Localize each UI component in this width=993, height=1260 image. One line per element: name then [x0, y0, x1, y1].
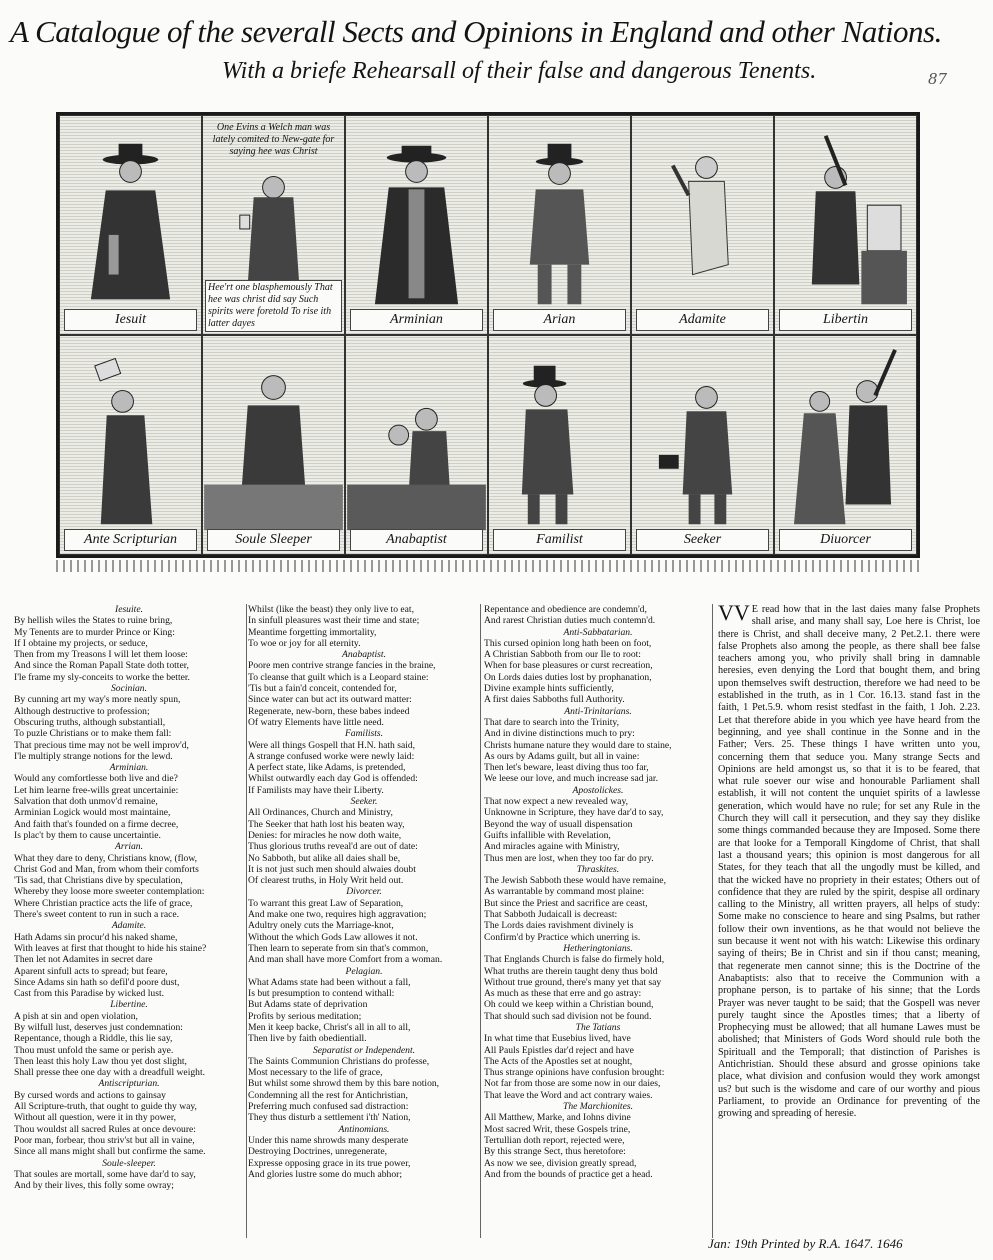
- verse-line: Is plac't by them to cause uncertaintie.: [14, 829, 161, 841]
- verse-line: Profits by serious meditation;: [248, 1010, 362, 1022]
- verse-line: To cleanse that guilt which is a Leopard staine:: [248, 671, 429, 683]
- verse-line: That dare to search into the Trinity,: [484, 716, 619, 728]
- verse-line: A pish at sin and open violation,: [14, 1010, 138, 1022]
- figure-bottom-caption: Hee'rt one blasphemously That hee was christ did say Such spirits were foretold To rise ith latter dayes: [205, 280, 342, 332]
- verse-line: Were all things Gospell that H.N. hath said,: [248, 739, 416, 751]
- verse-line: As now we see, division greatly spread,: [484, 1157, 637, 1169]
- verse-line: A perfect state, like Adams, is pretended,: [248, 762, 406, 774]
- verse-line: Under this name shrowds many desperate: [248, 1134, 409, 1146]
- figure-arian: [488, 115, 631, 335]
- verse-line: A strange confused worke were newly laid:: [248, 750, 415, 762]
- verse-line: If Familists may have their Liberty.: [248, 784, 384, 796]
- verse-line: Then learn to seperate from sin that's common,: [248, 942, 429, 954]
- verse-line: By this strange Sect, thus heretofore:: [484, 1146, 626, 1158]
- verse-line: Unknowne in Scripture, they have dar'd to say,: [484, 807, 664, 819]
- figure-label: Anabaptist: [350, 529, 483, 551]
- section-heading: Arminian.: [109, 762, 149, 774]
- verse-line: Oh could we keep within a Christian bound,: [484, 999, 654, 1011]
- section-heading: Anabaptist.: [342, 649, 386, 661]
- text-columns: [14, 604, 984, 1254]
- section-heading: The Marchionites.: [563, 1101, 633, 1113]
- section-heading: Hetheringtonians.: [563, 942, 633, 954]
- verse-line: Without the which Gods Law allowes it not.: [248, 931, 418, 943]
- verse-line: Would any comfortlesse both live and die?: [14, 773, 178, 785]
- section-heading: The Tatians: [575, 1021, 621, 1033]
- verse-line: What truths are therein taught deny thus bold: [484, 965, 658, 977]
- verse-line: Poor man, forbear, thou striv'st but all in vaine,: [14, 1134, 195, 1146]
- verse-line: As ours by Adams guilt, but all in vaine:: [484, 750, 640, 762]
- figure-iesuit-icon: [60, 116, 201, 334]
- verse-line: The Acts of the Apostles set at nought,: [484, 1055, 633, 1067]
- verse-line: Of watry Elements have little need.: [248, 716, 384, 728]
- verse-line: Without true ground, there's many yet that say: [484, 976, 662, 988]
- section-heading: Seeker.: [350, 796, 378, 808]
- verse-line: Shall presse thee one day with a dreadfull weight.: [14, 1067, 206, 1079]
- section-heading: Anti-Sabbatarian.: [563, 626, 633, 638]
- verse-line: Since Adams sin hath so defil'd poore dust,: [14, 976, 180, 988]
- verse-line: To warrant this great Law of Separation,: [248, 897, 404, 909]
- drop-cap: VV: [718, 604, 750, 625]
- figure-label: Arminian: [350, 309, 483, 331]
- figure-arian-icon: [489, 116, 630, 334]
- figure-diuorcer-icon: [775, 336, 916, 554]
- verse-line: Adultry onely cuts the Marriage-knot,: [248, 920, 394, 932]
- illustration-grid: [56, 112, 920, 558]
- verse-line: Where Christian practice acts the life of grace,: [14, 897, 193, 909]
- verse-line: And in divine distinctions much to pry:: [484, 728, 635, 740]
- verse-line: By cursed words and actions to gainsay: [14, 1089, 166, 1101]
- printer-imprint: Jan: 19th Printed by R.A. 1647. 1646: [708, 1236, 903, 1251]
- section-heading: Anti-Trinitarians.: [564, 705, 632, 717]
- verse-line: Salvation that doth unmov'd remaine,: [14, 796, 158, 808]
- verse-line: Not far from those are some now in our daies,: [484, 1078, 661, 1090]
- verse-line: There's sweet content to run in such a race.: [14, 909, 180, 921]
- figure-label: Soule Sleeper: [207, 529, 340, 551]
- verse-line: This cursed opinion long hath been on foot,: [484, 637, 652, 649]
- figure-seeker: [631, 335, 774, 555]
- verse-line: Beyond the way of usuall dispensation: [484, 818, 633, 830]
- figure-label: Diuorcer: [779, 529, 912, 551]
- verse-line: But Adams state of deprivation: [248, 999, 368, 1011]
- verse-line: And rarest Christian duties much contemn'd.: [484, 615, 656, 627]
- verse-column-1: [14, 604, 244, 1191]
- verse-line: Hath Adams sin procur'd his naked shame,: [14, 931, 178, 943]
- figure-adamite: [631, 115, 774, 335]
- verse-line: And from the bounds of practice get a head.: [484, 1168, 653, 1180]
- verse-line: In sinfull pleasures wast their time and state;: [248, 615, 420, 627]
- verse-line: Most necessary to the life of grace,: [248, 1067, 383, 1079]
- verse-line: And since the Roman Papall State doth totter,: [14, 660, 189, 672]
- verse-line: The Jewish Sabboth these would have remaine,: [484, 875, 666, 887]
- verse-line: Expresse opposing grace in its true power,: [248, 1157, 411, 1169]
- verse-line: That now expect a new revealed way,: [484, 796, 629, 808]
- verse-line: That Sabboth Judaicall is decreast:: [484, 909, 618, 921]
- verse-line: The Seeker that hath lost his beaten way,: [248, 818, 405, 830]
- section-heading: Arrian.: [115, 841, 143, 853]
- verse-line: They thus disturb a settlement i'th' Nation,: [248, 1112, 411, 1124]
- verse-line: A first daies Sabboths full Authority.: [484, 694, 625, 706]
- figure-anabaptist: [345, 335, 488, 555]
- verse-line: And miracles againe with Ministry,: [484, 841, 620, 853]
- figure-label: Arian: [493, 309, 626, 331]
- verse-line: Men it keep backe, Christ's all in all to all,: [248, 1021, 411, 1033]
- verse-line: Poore men contrive strange fancies in the braine,: [248, 660, 436, 672]
- verse-line: Then least this holy Law thou yet dost slight,: [14, 1055, 187, 1067]
- section-heading: Adamite.: [111, 920, 147, 932]
- section-heading: Apostolickes.: [572, 784, 624, 796]
- figure-libertin-icon: [775, 116, 916, 334]
- section-heading: Libertine.: [110, 999, 148, 1011]
- figure-adamite-icon: [632, 116, 773, 334]
- figure-label: Adamite: [636, 309, 769, 331]
- section-heading: Familists.: [344, 728, 384, 740]
- verse-line: Although destructive to profession;: [14, 705, 150, 717]
- page-subtitle: With a briefe Rehearsall of their false and dangerous Tenents.: [222, 58, 817, 84]
- figure-seeker-icon: [632, 336, 773, 554]
- verse-line: Destroying Doctrines, unregenerate,: [248, 1146, 388, 1158]
- verse-line: Thus strange opinions have confusion brought:: [484, 1067, 665, 1079]
- figure-soule-sleeper-icon: [203, 336, 344, 554]
- prose-text: E read how that in the last daies many false Prophets shall arise, and many shall say, Loe here is Christ, loe there is Christ, and shall deceive many, 2 Pet.2.1. there were false Prophets also among the people, as there shall bee false teachers among you, who privily shall bring in damnable heresies, even denying the Lord that bought them, and bring upon themselves swift destruction, therefore we had need to be established in the truth, as in 1 Cor. 16.13. stand fast in the faith, 1 Pet.5.9. whom resist stedfast in the faith, 1 Joh. 2.23. Let that therefore abide in you which yee have heard from the beginning, and yee shall continue in the Sonne and in the Father; Vers. 25. These things I have written unto you, concerning them that seduce you. Many strange Sects and Opinions are held amongst us, so that it is to be feared, that what rule soever our wise and honourable Parliament shall establish, it will not content the unquiet spirits of a lawlesse generation, which would have no rule; for set any Rule in the Church they will call it persecution, and they say they dislike some things commanded because they are Imposed. Some there are that looke for a Temporall Kingdome of Christ, that shall last a thousand years; this opinion is most dangerous for all States, for they teach that all the ungodly must be killed, and that the wicked have no propriety in their estates; Others out of confidence that they are ruled by the spirit, despise all ordinary calling to the Ministry, all written prayers, all helps of study: Some make no conscience to heare and sing Psalms, but rather follow their own inventions, as he that would not believe the sun because it went not with his watch: Likewise this ordinary saying of theirs; Be in Christ and sin if thou canst; meaning, that regenerate men cannot sinne; this is the Doctrine of the Anabaptists: also that to receive the Communion with a prophane person, is to partake of his sinne; that the Lords Prayer was never taught to be said; that the Gospell was never purely taught since the Apostles times; that a liberty of Prophecying must be allowed; that all humane Lawes must be abolished; that Ministers of Gods Word should rule both the Spirituall and the Temporall; that distinction of Parishes is Antichristian. Should these absurd and grosse opinions take place, what division and confusion would they work amongst us? but such is the wisdome and care of our worthy and pious Parliament, to provide an Ordinance for preventing of the growing and spreading of heresie.: [718, 604, 980, 1120]
- verse-line: Arminian Logick would most maintaine,: [14, 807, 171, 819]
- verse-line: Is but presumption to contend withall:: [248, 988, 395, 1000]
- verse-line: As warrantable by command most plaine:: [484, 886, 645, 898]
- verse-line: Meantime forgetting immortality,: [248, 626, 377, 638]
- section-heading: Divorcer.: [346, 886, 382, 898]
- section-heading: Iesuite.: [115, 604, 143, 615]
- verse-line: What they dare to deny, Christians know, (flow,: [14, 852, 198, 864]
- verse-line: Whereby they loose more sweeter contemplation:: [14, 886, 205, 898]
- verse-line: Repentance and obedience are condemn'd,: [484, 604, 647, 615]
- verse-line: When for base pleasures or curst recreation,: [484, 660, 653, 672]
- verse-line: Cast from this Paradise by wicked lust.: [14, 988, 165, 1000]
- verse-line: All Pauls Epistles dar'd reject and have: [484, 1044, 634, 1056]
- verse-line: Most sacred Writ, these Gospels trine,: [484, 1123, 631, 1135]
- verse-line: All Ordinances, Church and Ministry,: [248, 807, 393, 819]
- verse-line: I'le frame my sly-conceits to worke the better.: [14, 671, 190, 683]
- verse-line: Whilst (like the beast) they only live to eat,: [248, 604, 414, 615]
- verse-line: With leaves at first that thought to hide his staine?: [14, 942, 207, 954]
- figure-arminian: [345, 115, 488, 335]
- figure-ante-scripturian-icon: [60, 336, 201, 554]
- verse-line: Whilst outwardly each day God is offended:: [248, 773, 418, 785]
- figure-ante-scripturian: [59, 335, 202, 555]
- verse-line: On Lords daies duties lost by prophanation,: [484, 671, 652, 683]
- verse-line: It is not just such men should alwaies doubt: [248, 863, 416, 875]
- figure-label: Iesuit: [64, 309, 197, 331]
- verse-column-3: [484, 604, 712, 1180]
- verse-line: Since water can but act its outward matter:: [248, 694, 412, 706]
- verse-line: Confirm'd by Practice which unerring is.: [484, 931, 641, 943]
- section-heading: Pelagian.: [345, 965, 383, 977]
- page-title: A Catalogue of the severall Sects and Opinions in England and other Nations.: [10, 14, 942, 49]
- verse-line: My Tenents are to murder Prince or King:: [14, 626, 175, 638]
- verse-line: If I obtaine my projects, or seduce,: [14, 637, 148, 649]
- verse-line: Divine example hints sufficiently,: [484, 683, 614, 695]
- page-number: 87: [928, 70, 948, 88]
- figure-label: Libertin: [779, 309, 912, 331]
- verse-line: Thou must unfold the same or perish aye.: [14, 1044, 174, 1056]
- verse-line: Thus men are lost, when they too far do pry.: [484, 852, 654, 864]
- figure-label: Familist: [493, 529, 626, 551]
- verse-line: Then from my Treasons I will let them loose:: [14, 649, 188, 661]
- verse-line: Since all mans might shall but confirme the same.: [14, 1146, 206, 1158]
- verse-line: By cunning art my way's more neatly spun,: [14, 694, 181, 706]
- verse-line: To puzle Christians or to make them fall:: [14, 728, 172, 740]
- verse-line: And by their lives, this folly some owray;: [14, 1180, 174, 1192]
- section-heading: Antiscripturian.: [98, 1078, 160, 1090]
- verse-line: That soules are mortall, some have dar'd to say,: [14, 1168, 196, 1180]
- verse-column-2: [248, 604, 480, 1180]
- verse-line: And glories lustre some do much abhor;: [248, 1168, 403, 1180]
- verse-line: By wilfull lust, deserves just condemnation:: [14, 1021, 183, 1033]
- verse-line: Thou wouldst all sacred Rules at once devoure:: [14, 1123, 196, 1135]
- verse-line: That Englands Church is false do firmely hold,: [484, 954, 665, 966]
- verse-line: Regenerate, new-born, these babes indeed: [248, 705, 410, 717]
- figure-arminian-icon: [346, 116, 487, 334]
- verse-line: A Christian Sabboth from our Ile to root:: [484, 649, 641, 661]
- verse-line: No Sabboth, but alike all daies shall be,: [248, 852, 401, 864]
- figure-label: Seeker: [636, 529, 769, 551]
- verse-line: That leave the Word and act contrary waies.: [484, 1089, 653, 1101]
- verse-line: 'Tis but a fain'd conceit, contended for,: [248, 683, 397, 695]
- figure-familist-icon: [489, 336, 630, 554]
- verse-line: Of clearest truths, in Holy Writ held out.: [248, 875, 404, 887]
- verse-line: Thus glorious truths reveal'd are out of date:: [248, 841, 418, 853]
- prose-column: [718, 604, 980, 1234]
- verse-line: Then let's beware, least diving thus too far,: [484, 762, 649, 774]
- verse-line: We leese our love, and much increase sad jar.: [484, 773, 658, 785]
- verse-line: What Adams state had been without a fall,: [248, 976, 411, 988]
- verse-line: Then live by faith obedientiall.: [248, 1033, 367, 1045]
- figure-diuorcer: [774, 335, 917, 555]
- verse-line: And man shall have more Comfort from a woman.: [248, 954, 443, 966]
- verse-line: Obscuring truths, although substantiall,: [14, 716, 166, 728]
- section-heading: Thraskites.: [576, 863, 620, 875]
- figure-iesuit: [59, 115, 202, 335]
- section-heading: Separatist or Independent.: [312, 1044, 416, 1056]
- verse-line: Without all question, were it in thy power,: [14, 1112, 177, 1124]
- verse-line: All Scripture-truth, that ought to guide thy way,: [14, 1101, 197, 1113]
- section-heading: Socinian.: [111, 683, 147, 695]
- verse-line: All Matthew, Marke, and Iohns divine: [484, 1112, 631, 1124]
- verse-line: That precious time may not be well improv'd,: [14, 739, 189, 751]
- figure-evins: [202, 115, 345, 335]
- verse-line: Denies: for miracles he now doth waite,: [248, 829, 402, 841]
- verse-line: Then let not Adamites in secret dare: [14, 954, 153, 966]
- verse-line: Christ God and Man, from whom their comforts: [14, 863, 199, 875]
- verse-line: Aparent sinfull acts to spread; but feare,: [14, 965, 168, 977]
- figure-libertin: [774, 115, 917, 335]
- verse-line: Let him learne free-wills great uncertainie:: [14, 784, 179, 796]
- figure-label: Ante Scripturian: [64, 529, 197, 551]
- figure-anabaptist-icon: [346, 336, 487, 554]
- verse-line: Condemning all the rest for Antichristian,: [248, 1089, 408, 1101]
- section-heading: Soule-sleeper.: [102, 1157, 156, 1169]
- verse-line: Christs humane nature they would dare to staine,: [484, 739, 672, 751]
- verse-line: As much as these that erre and go astray:: [484, 988, 642, 1000]
- verse-line: But whilst some shrowd them by this bare notion,: [248, 1078, 440, 1090]
- verse-line: Preferring much confused sad distraction:: [248, 1101, 409, 1113]
- figure-soule-sleeper: [202, 335, 345, 555]
- verse-line: Guifts infallible with Revelation,: [484, 829, 611, 841]
- verse-line: That should such sad division not be found.: [484, 1010, 652, 1022]
- verse-line: And make one two, requires high aggravation;: [248, 909, 427, 921]
- verse-line: 'Tis sad, that Christians dive by speculation,: [14, 875, 183, 887]
- verse-line: The Saints Communion Christians do professe,: [248, 1055, 430, 1067]
- figure-familist: [488, 335, 631, 555]
- verse-line: The Lords daies ravishment divinely is: [484, 920, 634, 932]
- verse-line: Repentance, though a Riddle, this lie say,: [14, 1033, 173, 1045]
- verse-line: In what time that Eusebius lived, have: [484, 1033, 631, 1045]
- section-heading: Antinomians.: [338, 1123, 390, 1135]
- verse-line: I'le multiply strange notions for the lewd.: [14, 750, 173, 762]
- verse-line: And faith that's founded on a firme decree,: [14, 818, 179, 830]
- verse-line: Tertullian doth report, rejected were,: [484, 1134, 625, 1146]
- verse-line: To woe or joy for all eternity.: [248, 637, 361, 649]
- figure-top-caption: One Evins a Welch man was lately comited to New-gate for saying hee was Christ: [212, 122, 335, 157]
- verse-line: But since the Priest and sacrifice are ceast,: [484, 897, 648, 909]
- decorative-strip: [56, 560, 920, 572]
- verse-line: By hellish wiles the States to ruine bring,: [14, 615, 173, 627]
